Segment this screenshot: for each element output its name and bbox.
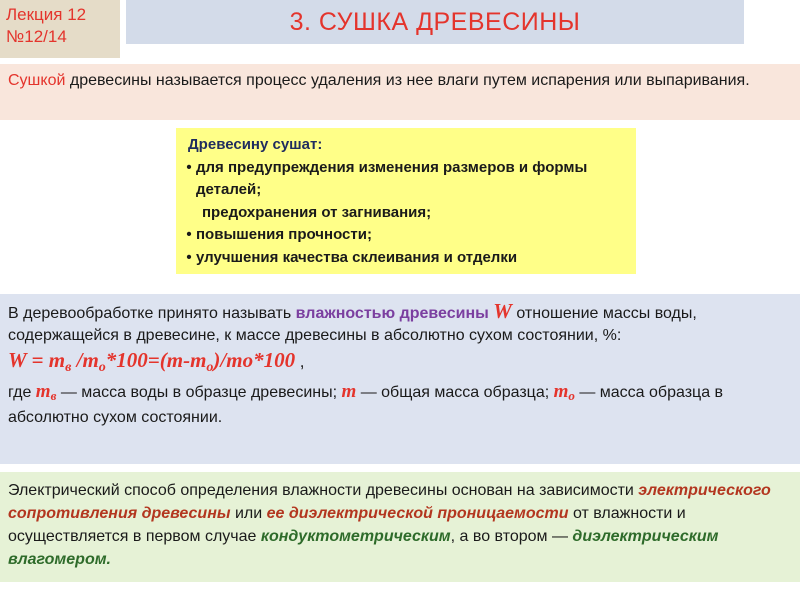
purpose-item-text: для предупреждения изменения размеров и формы деталей; bbox=[196, 158, 588, 198]
legend-text: — масса воды в образце древесины; bbox=[56, 384, 342, 401]
purpose-heading: Древесину сушат: bbox=[188, 136, 323, 153]
formula-part: /m bbox=[71, 348, 99, 372]
moisture-definition bbox=[8, 300, 792, 347]
formula-subscript: о bbox=[98, 360, 106, 375]
electric-text: , а во втором — bbox=[450, 528, 573, 545]
electric-highlight: диэлектрическим влагомером. bbox=[8, 528, 719, 568]
electric-text: от влажности и осуществляется в первом случае bbox=[8, 505, 686, 545]
moisture-text: В деревообработке принято называть bbox=[8, 305, 296, 322]
moisture-formula bbox=[8, 347, 792, 381]
electric-text: или bbox=[230, 505, 267, 522]
lecture-page: №12/14 bbox=[6, 27, 67, 46]
electric-highlight: кондуктометрическим bbox=[260, 528, 451, 545]
bullet-mark: • bbox=[186, 226, 192, 243]
definition-term: Сушкой bbox=[8, 72, 66, 89]
definition-text: древесины называется процесс удаления из нее влаги путем испарения или выпаривания. bbox=[65, 72, 750, 89]
slide-title-box bbox=[126, 0, 744, 44]
moisture-block bbox=[0, 294, 800, 464]
formula-tail: , bbox=[295, 352, 305, 371]
bullet-mark: • bbox=[186, 248, 192, 266]
definition-block bbox=[0, 64, 800, 120]
symbol-subscript: в bbox=[50, 388, 57, 403]
purpose-item-text: предохранения от загнивания; bbox=[202, 203, 432, 221]
lecture-number: Лекция 12 bbox=[6, 5, 87, 24]
formula-subscript: в bbox=[65, 360, 72, 375]
purpose-item-text: улучшения качества склеивания и отделки bbox=[196, 248, 518, 266]
purpose-item bbox=[182, 247, 630, 270]
electric-highlight: электрического сопротивления древесины bbox=[8, 482, 771, 522]
purpose-block bbox=[176, 128, 636, 274]
moisture-term: влажностью древесины bbox=[295, 305, 489, 322]
electric-method-block bbox=[0, 472, 800, 582]
slide-title: 3. СУШКА ДРЕВЕСИНЫ bbox=[289, 7, 581, 36]
bullet-mark: • bbox=[186, 158, 192, 176]
purpose-item bbox=[182, 157, 630, 202]
formula-subscript: о bbox=[206, 360, 214, 375]
symbol-dry-mass bbox=[554, 381, 575, 402]
formula-part: *100=(m-m bbox=[105, 348, 207, 372]
symbol-subscript: о bbox=[568, 388, 575, 403]
formula-part: )/mo*100 bbox=[213, 348, 296, 372]
legend-text: где bbox=[8, 384, 36, 401]
formula-legend bbox=[8, 381, 792, 429]
symbol-water-mass bbox=[36, 381, 57, 402]
legend-text: — общая масса образца; bbox=[356, 384, 554, 401]
electric-text: Электрический способ определения влажности древесины основан на зависимости bbox=[8, 482, 639, 499]
purpose-item-text: повышения прочности; bbox=[196, 226, 372, 243]
symbol-total-mass: m bbox=[341, 381, 357, 402]
purpose-item bbox=[182, 202, 630, 225]
lecture-label bbox=[0, 0, 120, 58]
symbol-letter: m bbox=[553, 381, 569, 402]
symbol-letter: m bbox=[35, 381, 51, 402]
purpose-item bbox=[182, 224, 630, 247]
electric-highlight: ее диэлектрической проницаемости bbox=[266, 505, 569, 522]
formula-part: W = m bbox=[8, 348, 66, 372]
moisture-text: отношение массы воды, содержащейся в древесине, к массе древесины в абсолютно сухом состоянии, %: bbox=[8, 305, 697, 344]
moisture-symbol: W bbox=[493, 299, 512, 323]
legend-text: — масса образца в абсолютно сухом состоянии. bbox=[8, 384, 724, 426]
